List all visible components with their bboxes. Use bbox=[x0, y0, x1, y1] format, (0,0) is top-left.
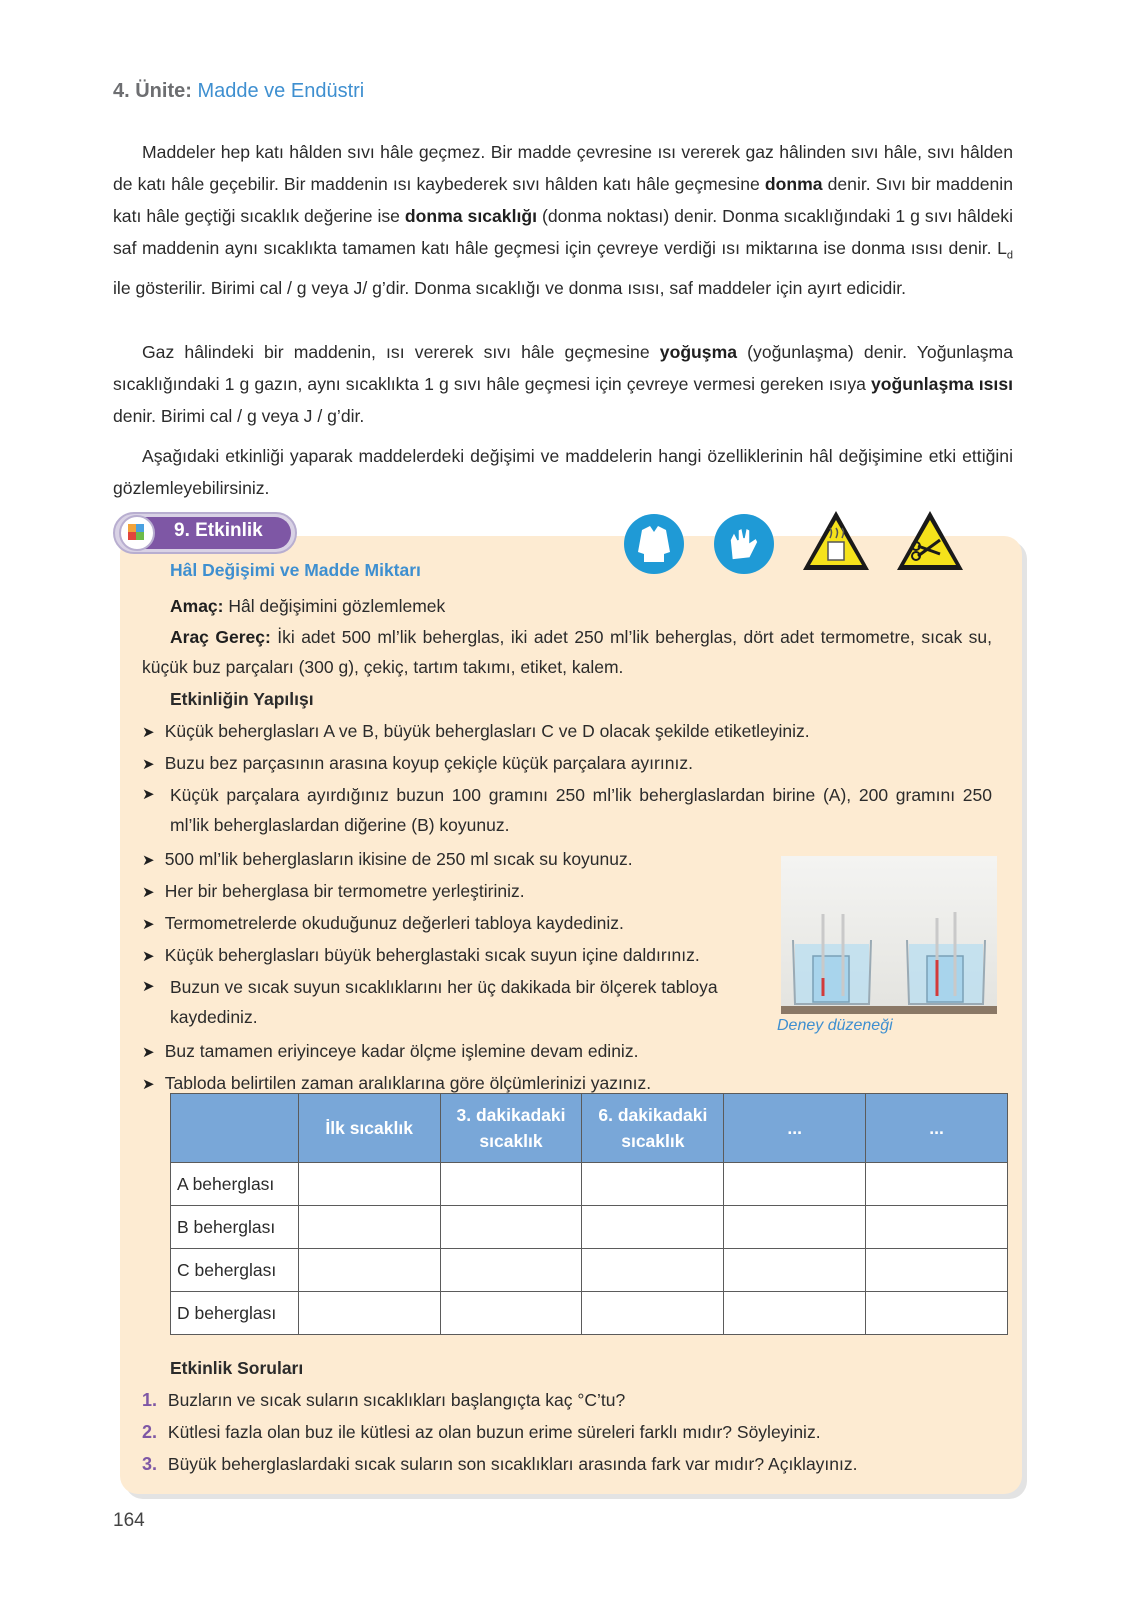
sharp-object-warning-icon bbox=[894, 508, 966, 574]
lab-coat-icon bbox=[622, 512, 686, 576]
image-caption: Deney düzeneği bbox=[777, 1017, 893, 1034]
row-label: D beherglası bbox=[171, 1292, 299, 1335]
table-cell[interactable] bbox=[866, 1163, 1008, 1206]
step-item: ➤ 500 ml’lik beherglasların ikisine de 250 ml sıcak su koyunuz. bbox=[142, 849, 633, 869]
table-header-cell: ... bbox=[724, 1094, 866, 1163]
table-cell[interactable] bbox=[298, 1249, 440, 1292]
step-item: ➤ Küçük beherglasları büyük beherglastaki sıcak suyun içine daldırınız. bbox=[142, 945, 700, 965]
question-text: Buzların ve sıcak suların sıcaklıkları başlangıçta kaç °C’tu? bbox=[167, 1390, 626, 1410]
table-cell[interactable] bbox=[724, 1163, 866, 1206]
question-number: 1. bbox=[142, 1390, 158, 1410]
row-label: A beherglası bbox=[171, 1163, 299, 1206]
table-header-cell: 3. dakikadaki sıcaklık bbox=[440, 1094, 582, 1163]
unit-number: 4. Ünite: bbox=[113, 80, 192, 102]
table-header-row bbox=[171, 1094, 1008, 1163]
question-item bbox=[142, 1417, 821, 1447]
tools-label: Araç Gereç: bbox=[170, 627, 271, 647]
aim-text: Hâl değişimini gözlemlemek bbox=[223, 596, 446, 616]
paragraph-intro: Aşağıdaki etkinliği yaparak maddelerdeki değişimi ve maddelerin hangi özelliklerinin hâl değişimine etki ettiğini gözlemleyebilirsiniz. bbox=[113, 446, 1013, 498]
step-item: ➤ Küçük beherglasları A ve B, büyük beherglasları C ve D olacak şekilde etiketleyiniz. bbox=[142, 721, 810, 741]
questions-title: Etkinlik Soruları bbox=[170, 1358, 304, 1378]
question-item bbox=[142, 1449, 858, 1479]
paragraph-condensation: Gaz hâlindeki bir maddenin, ısı vererek sıvı hâle geçmesine yoğuşma (yoğunlaşma) denir. Yoğunlaşma sıcaklığındaki 1 g gazın, aynı sıcaklıkta 1 g sıvı hâle geçmesi için çevreye vermesi gereken ısıya yoğunlaşma ısısı denir. Birimi cal / g veya J / g’dir. bbox=[113, 342, 1013, 426]
table-cell[interactable] bbox=[724, 1292, 866, 1335]
activity-tools bbox=[142, 622, 992, 682]
row-label: C beherglası bbox=[171, 1249, 299, 1292]
table-cell[interactable] bbox=[440, 1163, 582, 1206]
table-cell[interactable] bbox=[724, 1206, 866, 1249]
hot-beaker-warning-icon bbox=[800, 508, 872, 574]
table-cell[interactable] bbox=[440, 1292, 582, 1335]
row-label: B beherglası bbox=[171, 1206, 299, 1249]
table-cell[interactable] bbox=[866, 1249, 1008, 1292]
experiment-setup-image bbox=[781, 856, 997, 1014]
table-cell[interactable] bbox=[724, 1249, 866, 1292]
step-item: ➤ Tabloda belirtilen zaman aralıklarına göre ölçümlerinizi yazınız. bbox=[142, 1073, 652, 1093]
tools-text: İki adet 500 ml’lik beherglas, iki adet 250 ml’lik beherglas, dört adet termometre, sıcak su, küçük buz parçaları (300 g), çekiç, tartım takımı, etiket, kalem. bbox=[142, 627, 992, 677]
table-cell[interactable] bbox=[298, 1206, 440, 1249]
activity-tab-label: 9. Etkinlik bbox=[174, 520, 263, 541]
question-text: Kütlesi fazla olan buz ile kütlesi az olan buzun erime süreleri farklı mıdır? Söyleyiniz. bbox=[167, 1422, 821, 1442]
table-row bbox=[171, 1163, 1008, 1206]
activity-title: Hâl Değişimi ve Madde Miktarı bbox=[170, 560, 421, 580]
table-cell[interactable] bbox=[866, 1206, 1008, 1249]
table-cell[interactable] bbox=[582, 1292, 724, 1335]
table-cell[interactable] bbox=[298, 1292, 440, 1335]
table-cell[interactable] bbox=[866, 1292, 1008, 1335]
step-item: ➤ Buzun ve sıcak suyun sıcaklıklarını her üç dakikada bir ölçerek tabloya kaydediniz. bbox=[142, 977, 718, 1027]
question-number: 2. bbox=[142, 1422, 158, 1442]
step-item: ➤ Her bir beherglasa bir termometre yerleştiriniz. bbox=[142, 881, 525, 901]
step-item: ➤ Termometrelerde okuduğunuz değerleri tabloya kaydediniz. bbox=[142, 913, 624, 933]
table-cell[interactable] bbox=[582, 1163, 724, 1206]
table-cell[interactable] bbox=[298, 1163, 440, 1206]
measurement-table bbox=[170, 1093, 1008, 1335]
table-header-cell: 6. dakikadaki sıcaklık bbox=[582, 1094, 724, 1163]
gloves-icon bbox=[712, 512, 776, 576]
step-item: ➤ Buz tamamen eriyinceye kadar ölçme işlemine devam ediniz. bbox=[142, 1041, 639, 1061]
page-number: 164 bbox=[113, 1510, 145, 1531]
question-item bbox=[142, 1385, 625, 1415]
question-number: 3. bbox=[142, 1454, 158, 1474]
table-header-cell: ... bbox=[866, 1094, 1008, 1163]
table-row bbox=[171, 1249, 1008, 1292]
table-row bbox=[171, 1206, 1008, 1249]
question-text: Büyük beherglaslardaki sıcak suların son sıcaklıkları arasında fark var mıdır? Açıklayınız. bbox=[167, 1454, 858, 1474]
paragraph-freezing: Maddeler hep katı hâlden sıvı hâle geçmez. Bir madde çevresine ısı vererek gaz hâlinden sıvı hâle, sıvı hâlden de katı hâle geçebilir. Bir maddenin ısı kaybederek sıvı hâlden katı hâle geçmesine donma denir. Sıvı bir maddenin katı hâle geçtiği sıcaklık değerine ise donma sıcaklığı (donma noktası) denir. Donma sıcaklığındaki 1 g sıvı hâldeki saf maddenin aynı sıcaklıkta tamamen katı hâle geçmesi için çevreye verdiği ısı miktarına ise donma ısısı denir. $L_d$ ile gösterilir. Birimi cal / g veya J/ g’dir. Donma sıcaklığı ve donma ısısı, saf maddeler için ayırt edicidir. bbox=[113, 142, 1013, 298]
procedure-title: Etkinliğin Yapılışı bbox=[170, 689, 314, 709]
table-cell[interactable] bbox=[582, 1206, 724, 1249]
aim-label: Amaç: bbox=[170, 596, 224, 616]
activity-aim bbox=[170, 591, 445, 621]
unit-title: Madde ve Endüstri bbox=[197, 80, 365, 102]
table-header-cell: İlk sıcaklık bbox=[298, 1094, 440, 1163]
table-header-cell bbox=[171, 1094, 299, 1163]
table-cell[interactable] bbox=[440, 1249, 582, 1292]
table-row bbox=[171, 1292, 1008, 1335]
step-item: ➤ Küçük parçalara ayırdığınız buzun 100 gramını 250 ml’lik beherglaslardan birine (A), 200 gramını 250 ml’lik beherglaslardan diğerine (B) koyunuz. bbox=[142, 785, 992, 835]
table-cell[interactable] bbox=[582, 1249, 724, 1292]
activity-icon bbox=[119, 515, 155, 551]
table-cell[interactable] bbox=[440, 1206, 582, 1249]
step-item: ➤ Buzu bez parçasının arasına koyup çekiçle küçük parçalara ayırınız. bbox=[142, 753, 693, 773]
unit-header bbox=[113, 80, 364, 103]
